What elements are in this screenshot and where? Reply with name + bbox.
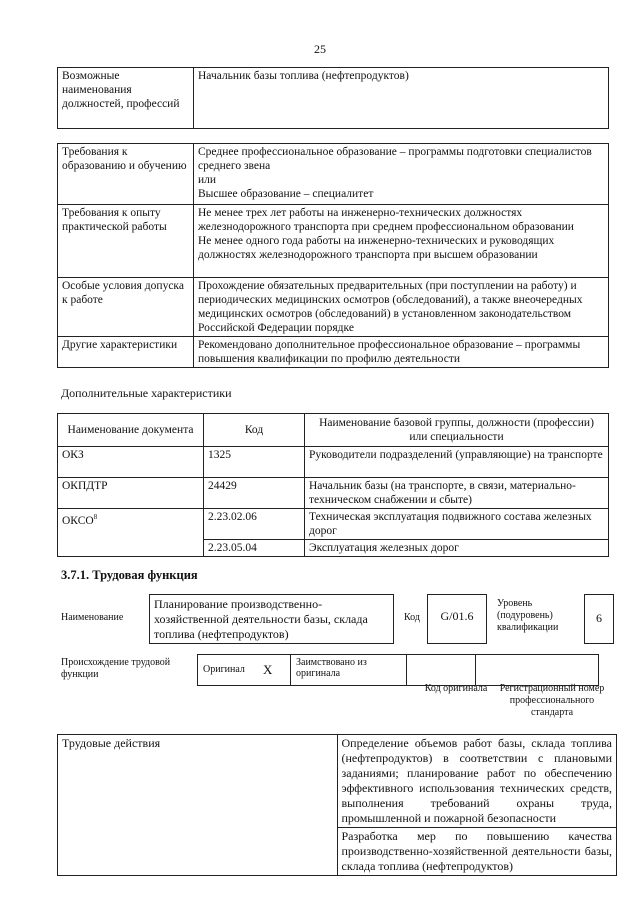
req-other-label: Другие характеристики bbox=[58, 337, 194, 368]
extra-caption: Дополнительные характеристики bbox=[61, 386, 232, 400]
row-code: 2.23.05.04 bbox=[204, 540, 305, 557]
row-name: Начальник базы (на транспорте, в связи, материально-техническом снабжении и сбыте) bbox=[305, 478, 609, 509]
row-code: 2.23.02.06 bbox=[204, 509, 305, 540]
actions-table bbox=[57, 734, 617, 876]
table-row bbox=[58, 337, 609, 368]
original-code-cell bbox=[407, 655, 476, 686]
action-item: Разработка мер по повышению качества производственно-хозяйственной деятельности базы, склада топлива (нефтепродуктов) bbox=[337, 828, 617, 876]
table-row bbox=[58, 478, 609, 509]
header-name: Наименование базовой группы, должности (профессии) или специальности bbox=[305, 414, 609, 447]
table-row bbox=[58, 735, 617, 828]
page-number: 25 bbox=[314, 42, 326, 56]
req-admission-value: Прохождение обязательных предварительных (при поступлении на работу) и периодических медицинских осмотров (обследований), а также внеочередных медицинских осмотров (обследований) в установленном законодательством Российской Федерации порядке bbox=[194, 278, 609, 337]
actions-label: Трудовые действия bbox=[58, 735, 338, 876]
row-code: 24429 bbox=[204, 478, 305, 509]
reg-caption: Регистрационный номер профессионального стандарта bbox=[499, 683, 605, 718]
origin-label: Происхождение трудовой функции bbox=[61, 657, 171, 680]
row-doc: ОКПДТР bbox=[58, 478, 204, 509]
req-education-value: Среднее профессиональное образование – программы подготовки специалистов среднего звена или Высшее образование – специалитет bbox=[194, 144, 609, 205]
table-row bbox=[58, 68, 609, 129]
origin-table bbox=[197, 654, 599, 686]
function-code: G/01.6 bbox=[427, 594, 487, 644]
table-row bbox=[58, 278, 609, 337]
req-experience-label: Требования к опыту практической работы bbox=[58, 205, 194, 278]
level-label: Уровень (подуровень) квалификации bbox=[497, 598, 559, 633]
row-name: Руководители подразделений (управляющие) на транспорте bbox=[305, 447, 609, 478]
positions-value: Начальник базы топлива (нефтепродуктов) bbox=[194, 68, 609, 129]
positions-table bbox=[57, 67, 609, 129]
footnote-mark: 8 bbox=[93, 513, 98, 521]
requirements-table bbox=[57, 143, 609, 368]
req-experience-value: Не менее трех лет работы на инженерно-технических должностях железнодорожного транспорта при среднем профессиональном образовании Не менее одного года работы на инженерно-технических и руководящих должностях железнодорожного транспорта при высшем образовании bbox=[194, 205, 609, 278]
function-level: 6 bbox=[584, 594, 614, 644]
original-label: Оригинал bbox=[198, 655, 259, 686]
table-row bbox=[58, 144, 609, 205]
function-name: Планирование производственно-хозяйственной деятельности базы, склада топлива (нефтепродуктов) bbox=[149, 594, 394, 644]
req-education-label: Требования к образованию и обучению bbox=[58, 144, 194, 205]
action-item: Определение объемов работ базы, склада топлива (нефтепродуктов) в соответствии с плановыми заданиями; планирование работ по обеспечению эффективного использования технических средств, выполнения требований охраны труда, промышленной и пожарной безопасности bbox=[337, 735, 617, 828]
row-doc bbox=[58, 540, 204, 557]
table-row bbox=[58, 447, 609, 478]
row-name: Техническая эксплуатация подвижного состава железных дорог bbox=[305, 509, 609, 540]
table-row bbox=[58, 205, 609, 278]
name-label: Наименование bbox=[61, 612, 124, 623]
header-code: Код bbox=[204, 414, 305, 447]
original-mark: X bbox=[258, 655, 291, 686]
row-name: Эксплуатация железных дорог bbox=[305, 540, 609, 557]
header-document: Наименование документа bbox=[58, 414, 204, 447]
table-row bbox=[58, 540, 609, 557]
row-doc: ОКСО bbox=[62, 514, 94, 527]
code-label: Код bbox=[404, 612, 420, 623]
req-other-value: Рекомендовано дополнительное профессиональное образование – программы повышения квалификации по профилю деятельности bbox=[194, 337, 609, 368]
reg-number-cell bbox=[476, 655, 599, 686]
extra-table bbox=[57, 413, 609, 557]
borrowed-label: Заимствовано из оригинала bbox=[291, 655, 407, 686]
function-heading: 3.7.1. Трудовая функция bbox=[61, 568, 198, 582]
table-header-row bbox=[58, 414, 609, 447]
row-doc-okso bbox=[58, 509, 204, 540]
table-row bbox=[58, 509, 609, 540]
row-code: 1325 bbox=[204, 447, 305, 478]
table-row bbox=[198, 655, 599, 686]
row-doc: ОКЗ bbox=[58, 447, 204, 478]
req-admission-label: Особые условия допуска к работе bbox=[58, 278, 194, 337]
code-caption: Код оригинала bbox=[424, 683, 488, 694]
positions-label: Возможные наименования должностей, профессий bbox=[58, 68, 194, 129]
